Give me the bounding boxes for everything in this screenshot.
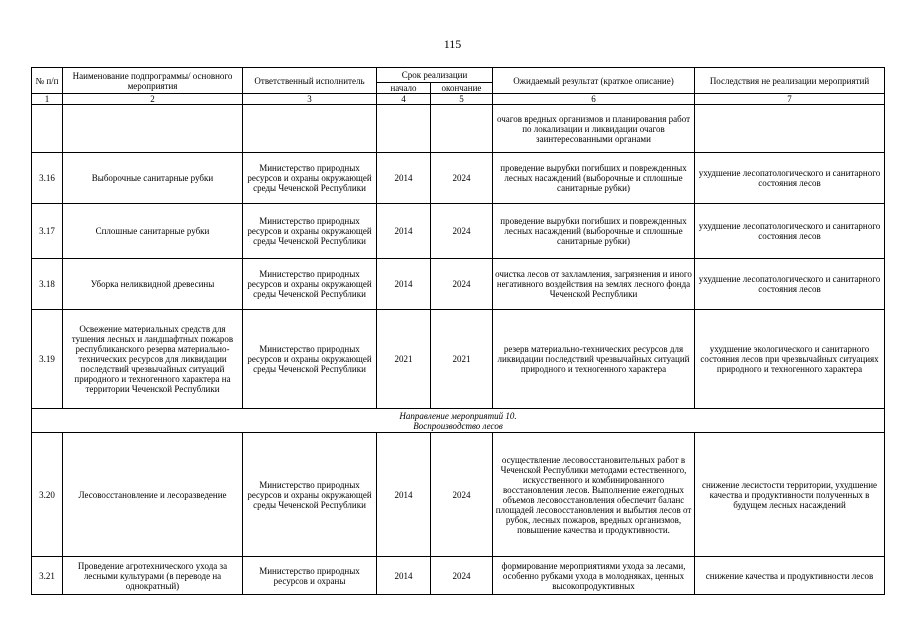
row-end: 2024 xyxy=(431,153,493,204)
section-heading xyxy=(32,409,885,433)
table-row xyxy=(32,259,885,310)
row-name: Уборка неликвидной древесины xyxy=(63,259,243,310)
column-number: 3 xyxy=(243,94,377,105)
measures-table xyxy=(31,67,885,595)
row-consequence: ухудшение лесопатологического и санитарного состояния лесов xyxy=(695,153,885,204)
row-consequence: ухудшение лесопатологического и санитарного состояния лесов xyxy=(695,259,885,310)
row-start: 2021 xyxy=(377,310,431,409)
empty-cell xyxy=(32,105,63,153)
row-consequence: снижение лесистости территории, ухудшение качества и продуктивности полученных в будущем лесных насаждений xyxy=(695,433,885,557)
table-row xyxy=(32,557,885,595)
row-result: осуществление лесовосстановительных работ в Чеченской Республики методами естественного, искусственного и комбинированного восстановления лесов. Выполнение ежегодных объемов лесовосстановления обеспечит баланс площадей лесовосстановления и выбытия лесов от рубок, лесных пожаров, вредных организмов, повышение качества и продуктивности. xyxy=(493,433,695,557)
empty-cell xyxy=(63,105,243,153)
column-number: 5 xyxy=(431,94,493,105)
row-executor: Министерство природных ресурсов и охраны окружающей среды Чеченской Республики xyxy=(243,433,377,557)
empty-cell xyxy=(695,105,885,153)
header-period: Срок реализации xyxy=(377,68,493,83)
row-number: 3.17 xyxy=(32,204,63,259)
table-row xyxy=(32,310,885,409)
section-line-1: Направление мероприятий 10. xyxy=(399,410,517,421)
row-number: 3.20 xyxy=(32,433,63,557)
header-result: Ожидаемый результат (краткое описание) xyxy=(493,68,695,94)
header-end: окончание xyxy=(431,83,493,94)
row-result: проведение вырубки погибших и поврежденных лесных насаждений (выборочные и сплошные санитарные рубки) xyxy=(493,153,695,204)
row-number: 3.18 xyxy=(32,259,63,310)
row-end: 2024 xyxy=(431,433,493,557)
row-name: Проведение агротехнического ухода за лесными культурами (в переводе на однократный) xyxy=(63,557,243,595)
column-number: 4 xyxy=(377,94,431,105)
table-row xyxy=(32,204,885,259)
section-row xyxy=(32,409,885,433)
column-number: 7 xyxy=(695,94,885,105)
row-executor: Министерство природных ресурсов и охраны xyxy=(243,557,377,595)
column-numbers-row xyxy=(32,94,885,105)
row-executor: Министерство природных ресурсов и охраны окружающей среды Чеченской Республики xyxy=(243,204,377,259)
column-number: 6 xyxy=(493,94,695,105)
row-executor: Министерство природных ресурсов и охраны окружающей среды Чеченской Республики xyxy=(243,153,377,204)
row-start: 2014 xyxy=(377,153,431,204)
row-executor: Министерство природных ресурсов и охраны окружающей среды Чеченской Республики xyxy=(243,259,377,310)
header-start: начало xyxy=(377,83,431,94)
row-number: 3.21 xyxy=(32,557,63,595)
row-name: Лесовосстановление и лесоразведение xyxy=(63,433,243,557)
column-number: 1 xyxy=(32,94,63,105)
empty-cell xyxy=(377,105,431,153)
row-start: 2014 xyxy=(377,433,431,557)
header-no: № п/п xyxy=(32,68,63,94)
row-start: 2014 xyxy=(377,557,431,595)
table-row xyxy=(32,153,885,204)
row-name: Сплошные санитарные рубки xyxy=(63,204,243,259)
row-end: 2024 xyxy=(431,557,493,595)
row-end: 2024 xyxy=(431,204,493,259)
row-name: Выборочные санитарные рубки xyxy=(63,153,243,204)
row-consequence: ухудшение лесопатологического и санитарного состояния лесов xyxy=(695,204,885,259)
row-end: 2024 xyxy=(431,259,493,310)
row-number: 3.19 xyxy=(32,310,63,409)
empty-cell xyxy=(243,105,377,153)
page-number: 115 xyxy=(443,37,462,51)
row-result: резерв материально-технических ресурсов для ликвидации последствий чрезвычайных ситуаций природного и техногенного характера xyxy=(493,310,695,409)
column-number: 2 xyxy=(63,94,243,105)
section-line-2: Воспроизводство лесов xyxy=(413,420,503,431)
row-start: 2014 xyxy=(377,259,431,310)
row-executor: Министерство природных ресурсов и охраны окружающей среды Чеченской Республики xyxy=(243,310,377,409)
row-consequence: ухудшение экологического и санитарного состояния лесов при чрезвычайных ситуациях природного и техногенного характера xyxy=(695,310,885,409)
table-row xyxy=(32,433,885,557)
row-number: 3.16 xyxy=(32,153,63,204)
row-name: Освежение материальных средств для тушения лесных и ландшафтных пожаров республиканского резерва материально-технических ресурсов для ликвидации последствий чрезвычайных ситуаций природного и техногенного характера на территории Чеченской Республики xyxy=(63,310,243,409)
row-result: очистка лесов от захламления, загрязнения и иного негативного воздействия на землях лесного фонда Чеченской Республики xyxy=(493,259,695,310)
header-executor: Ответственный исполнитель xyxy=(243,68,377,94)
row-result: проведение вырубки погибших и поврежденных лесных насаждений (выборочные и сплошные санитарные рубки) xyxy=(493,204,695,259)
row-result: очагов вредных организмов и планирования работ по локализации и ликвидации очагов заинтересованными органами xyxy=(493,105,695,153)
header-consequence: Последствия не реализации мероприятий xyxy=(695,68,885,94)
row-start: 2014 xyxy=(377,204,431,259)
row-end: 2021 xyxy=(431,310,493,409)
empty-cell xyxy=(431,105,493,153)
row-result: формирование мероприятиями ухода за лесами, особенно рубками ухода в молодняках, ценных высокопродуктивных xyxy=(493,557,695,595)
header-row xyxy=(32,68,885,83)
row-consequence: снижение качества и продуктивности лесов xyxy=(695,557,885,595)
header-name: Наименование подпрограммы/ основного мероприятия xyxy=(63,68,243,94)
continuation-row xyxy=(32,105,885,153)
